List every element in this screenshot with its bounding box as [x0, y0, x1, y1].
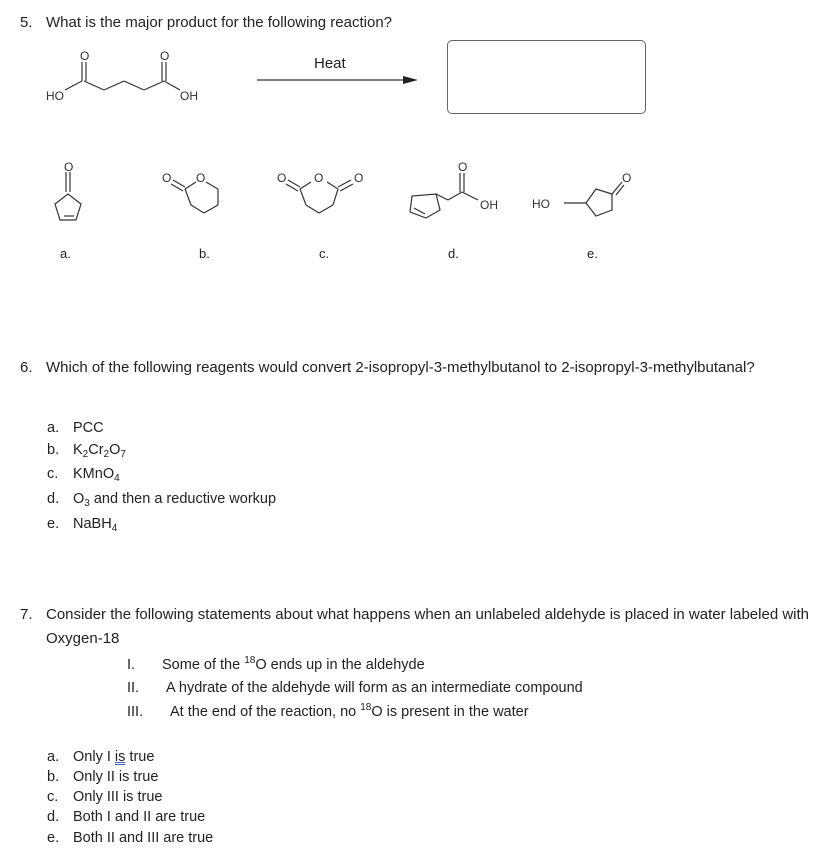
- q6-option-formula: NaBH$_4$: [73, 516, 118, 534]
- q6-option-formula: KMnO$_4$: [73, 466, 120, 484]
- q7-statement-i: Some of the $^{18}$O ends up in the aldehyde: [162, 655, 425, 673]
- q7-option-letter: e.: [47, 830, 60, 846]
- q5-choice-b-o1-label: O: [162, 171, 172, 185]
- q6-option-letter: c.: [47, 466, 59, 482]
- q5-choice-d-o-label: O: [458, 160, 468, 174]
- q5-choice-a-structure: [40, 160, 100, 230]
- q5-reactant-ho-label: HO: [46, 89, 64, 103]
- q5-question-text: What is the major product for the following reaction?: [46, 14, 393, 31]
- q5-choice-e-label[interactable]: e.: [587, 246, 598, 261]
- q5-choice-d-oh-label: OH: [480, 198, 498, 212]
- q7-option-c[interactable]: [47, 788, 162, 806]
- q7-option-text: Only II is true: [73, 769, 159, 785]
- q7-option-text: Both II and III are true: [73, 830, 214, 846]
- q5-choice-b-structure: [160, 162, 240, 222]
- q7-option-letter: c.: [47, 789, 59, 805]
- q5-reactant-o1-label: O: [80, 49, 90, 63]
- q6-option-c[interactable]: [47, 465, 120, 483]
- q5-choice-e-ho-label: HO: [532, 197, 550, 211]
- q5-answer-box[interactable]: [447, 40, 646, 114]
- q5-reactant-oh-label: OH: [180, 89, 198, 103]
- q6-option-a[interactable]: [47, 419, 104, 437]
- q5-question: [20, 14, 392, 32]
- q7-option-letter: b.: [47, 769, 60, 785]
- q5-choice-e-structure: [530, 160, 640, 230]
- q5-choice-b-label[interactable]: b.: [199, 246, 210, 261]
- q5-choice-c-label[interactable]: c.: [319, 246, 330, 261]
- q5-choice-b-o2-label: O: [196, 171, 206, 185]
- q5-number: 5.: [20, 14, 33, 31]
- q6-question-text: Which of the following reagents would convert 2-isopropyl-3-methylbutanol to 2-isopropyl-3-methylbutanal?: [46, 359, 755, 376]
- q7-option-a[interactable]: a. Only I is true: [47, 749, 155, 765]
- reaction-arrow-icon: [255, 74, 420, 86]
- q5-choice-c-o1-label: O: [277, 171, 287, 185]
- q6-option-e[interactable]: [47, 515, 117, 533]
- q7-option-letter: d.: [47, 809, 60, 825]
- q7-question-line2: Oxygen-18: [46, 630, 120, 647]
- q5-reactant-o2-label: O: [160, 49, 170, 63]
- q5-choice-a-label[interactable]: a.: [60, 246, 71, 261]
- q5-choice-d-label[interactable]: d.: [448, 246, 459, 261]
- q6-question: [20, 359, 820, 377]
- q6-option-formula: $K_2Cr_2O_7$: [73, 442, 126, 460]
- q5-choice-c-o3-label: O: [354, 171, 364, 185]
- q7-statement-iii-numeral: III.: [127, 704, 144, 720]
- q5-reactant-structure: [40, 48, 215, 108]
- q7-question: [20, 606, 809, 624]
- q5-choice-c-o2-label: O: [314, 171, 324, 185]
- q6-option-text: PCC: [73, 420, 104, 436]
- q6-option-letter: b.: [47, 442, 60, 458]
- q5-choice-d-structure: [400, 158, 510, 228]
- q7-option-d[interactable]: [47, 808, 205, 826]
- q7-statement-ii-numeral: II.: [127, 680, 140, 696]
- q5-choice-e-o-label: O: [622, 171, 632, 185]
- q7-statement-iii: At the end of the reaction, no $^{18}$O is present in the water: [170, 702, 529, 720]
- spellcheck-underline: is: [114, 749, 126, 765]
- q7-option-text: Only III is true: [73, 789, 163, 805]
- q6-option-letter: d.: [47, 491, 60, 507]
- q5-arrow-label: Heat: [314, 55, 346, 72]
- q6-option-letter: e.: [47, 516, 60, 532]
- q7-question-line1: Consider the following statements about what happens when an unlabeled aldehyde is placed in water labeled with: [46, 606, 810, 623]
- q7-statement-i-numeral: I.: [127, 657, 136, 673]
- q6-option-formula: $O_3$ and then a reductive workup: [73, 491, 277, 509]
- q7-option-b[interactable]: [47, 768, 158, 786]
- q6-number: 6.: [20, 359, 33, 376]
- q5-choice-c-structure: [275, 162, 375, 222]
- q7-option-e[interactable]: [47, 829, 213, 847]
- q5-choice-a-o-label: O: [64, 160, 74, 174]
- q6-option-b[interactable]: [47, 441, 126, 459]
- q7-option-letter: a.: [47, 749, 60, 765]
- q6-option-letter: a.: [47, 420, 60, 436]
- q7-statement-ii: A hydrate of the aldehyde will form as an intermediate compound: [166, 680, 583, 696]
- q7-number: 7.: [20, 606, 33, 623]
- q6-option-d[interactable]: [47, 490, 276, 508]
- q7-option-text: Both I and II are true: [73, 809, 206, 825]
